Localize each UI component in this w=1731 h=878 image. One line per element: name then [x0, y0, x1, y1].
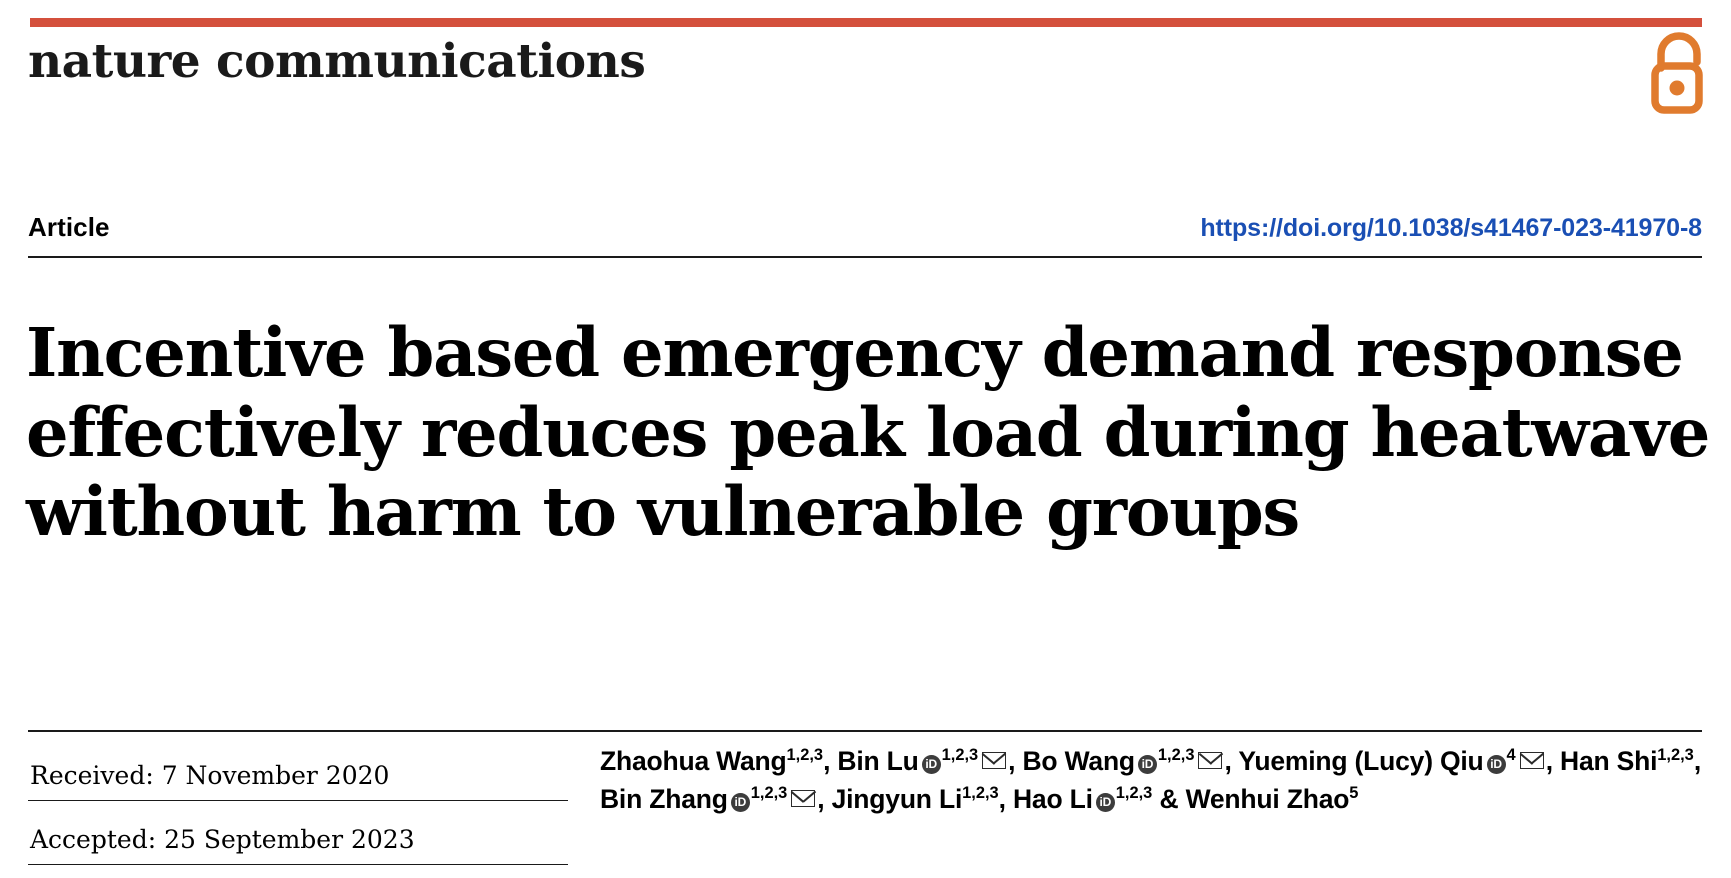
author-entry[interactable]	[600, 784, 817, 814]
author-entry[interactable]	[600, 746, 823, 776]
footer-divider	[28, 730, 1702, 732]
accepted-divider	[28, 864, 568, 865]
accepted-date: Accepted: 25 September 2023	[30, 825, 415, 854]
top-accent-rule	[30, 18, 1702, 27]
affiliation-marker: 1,2,3	[962, 784, 999, 803]
affiliation-marker: 1,2,3	[1115, 784, 1153, 803]
affiliation-marker: 1,2,3	[786, 746, 824, 765]
author-name: Jingyun Li	[831, 784, 963, 815]
author-name: Zhaohua Wang	[600, 746, 787, 776]
affiliation-marker: 1,2,3	[941, 746, 979, 765]
affiliation-marker: 1,2,3	[1157, 746, 1195, 765]
email-envelope-icon[interactable]	[791, 790, 815, 807]
header-divider	[28, 256, 1702, 258]
author-entry[interactable]	[837, 746, 1008, 776]
author-name: Bin Zhang	[600, 784, 728, 815]
affiliation-marker: 5	[1349, 784, 1359, 803]
author-list: Zhaohua Wang$^{1,2,3}$, Bin Lu iD $^{1,2,3}$ , Bo Wang iD $^{1,2,3}$ , Yueming (Lucy) Qiu iD $^4$ , Han Shi$^{1,2,3}$, Bin Zhang iD $^{1,2,3}$ , Jingyun Li$^{1,2,3}$, Hao Li iD $^{1,2,3}$ & Wenhui Zhao$^5$	[600, 746, 1701, 815]
email-envelope-icon[interactable]	[982, 752, 1006, 769]
open-access-icon	[1647, 32, 1711, 114]
received-divider	[28, 800, 568, 801]
author-entry[interactable]	[1560, 746, 1694, 776]
author-name: Wenhui Zhao	[1185, 784, 1350, 815]
email-envelope-icon[interactable]	[1520, 752, 1544, 769]
author-entry[interactable]	[1238, 746, 1545, 776]
author-name: Hao Li	[1012, 784, 1093, 815]
orcid-icon[interactable]: iD	[1487, 755, 1506, 774]
received-date: Received: 7 November 2020	[30, 761, 390, 790]
doi-link[interactable]: https://doi.org/10.1038/s41467-023-41970-8	[1200, 214, 1702, 242]
article-meta-row	[28, 212, 1702, 243]
email-envelope-icon[interactable]	[1198, 752, 1222, 769]
author-entry[interactable]	[1186, 784, 1359, 814]
page-title: Incentive based emergency demand response effectively reduces peak load during heatwave without harm to vulnerable groups	[26, 312, 1710, 552]
author-name: Yueming (Lucy) Qiu	[1238, 746, 1484, 776]
orcid-icon[interactable]: iD	[922, 755, 941, 774]
author-name: Bin Lu	[837, 746, 919, 776]
journal-masthead: nature communications	[28, 34, 646, 89]
author-entry[interactable]	[1013, 784, 1152, 814]
affiliation-marker: 1,2,3	[750, 784, 788, 803]
article-type-label: Article	[28, 212, 110, 242]
affiliation-marker: 1,2,3	[1657, 746, 1694, 765]
author-name: Han Shi	[1560, 746, 1658, 776]
author-name: Bo Wang	[1022, 746, 1135, 776]
author-entry[interactable]	[832, 784, 999, 814]
orcid-icon[interactable]: iD	[731, 793, 750, 812]
publication-dates	[30, 744, 550, 872]
author-entry[interactable]	[1022, 746, 1224, 776]
orcid-icon[interactable]: iD	[1138, 755, 1157, 774]
orcid-icon[interactable]: iD	[1096, 793, 1115, 812]
affiliation-marker: 4	[1506, 746, 1516, 765]
